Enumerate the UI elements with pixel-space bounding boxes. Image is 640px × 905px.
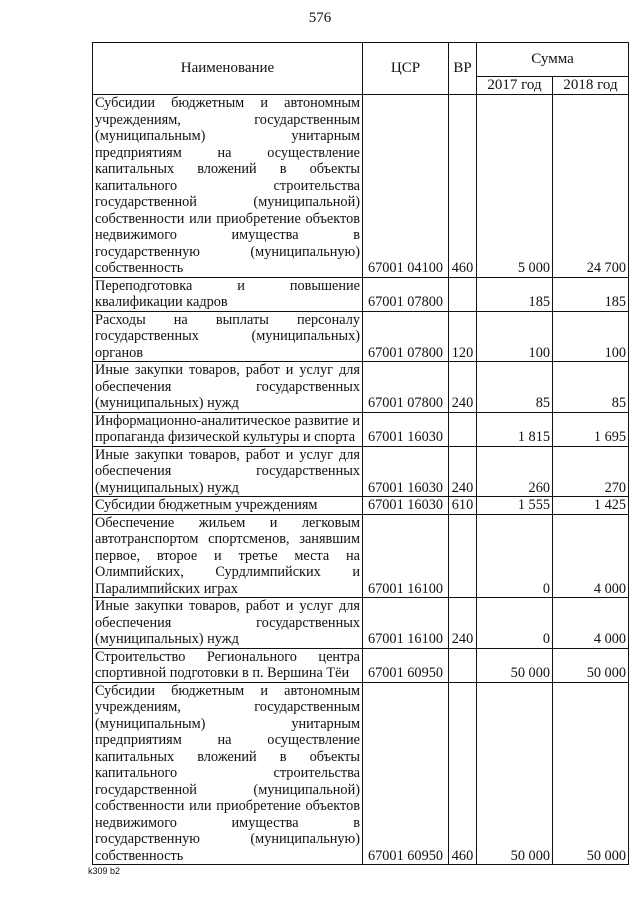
row-amount-2018-cell: 50 000 [553,648,629,682]
row-amount-2018-cell: 1 425 [553,497,629,515]
table-row [93,446,629,497]
budget-table [92,42,629,865]
header-year-2018: 2018 год [553,77,629,95]
row-vr-cell: 120 [449,311,477,362]
row-name-cell: Информационно-аналитическое развитие и пропаганда физической культуры и спорта [93,412,363,446]
row-vr-cell [449,277,477,311]
row-vr-cell: 240 [449,446,477,497]
row-amount-2017-cell: 1 815 [477,412,553,446]
row-csr-cell: 67001 07800 [363,277,449,311]
table-row [93,412,629,446]
row-amount-2017-cell: 0 [477,598,553,649]
row-amount-2017-cell: 85 [477,362,553,413]
table-row [93,95,629,278]
row-amount-2018-cell: 85 [553,362,629,413]
row-name-cell: Субсидии бюджетным учреждениям [93,497,363,515]
row-name-cell: Строительство Регионального центра спортивной подготовки в п. Вершина Тёи [93,648,363,682]
row-amount-2018-cell: 100 [553,311,629,362]
row-csr-cell: 67001 60950 [363,648,449,682]
table-row [93,497,629,515]
table-row [93,648,629,682]
row-name-cell: Переподготовка и повышение квалификации кадров [93,277,363,311]
row-amount-2017-cell: 5 000 [477,95,553,278]
row-csr-cell: 67001 16100 [363,514,449,598]
table-row [93,682,629,865]
row-amount-2017-cell: 50 000 [477,682,553,865]
row-amount-2018-cell: 4 000 [553,598,629,649]
row-amount-2017-cell: 50 000 [477,648,553,682]
row-name-cell: Субсидии бюджетным и автономным учреждениям, государственным (муниципальным) унитарным предприятиям на осуществление капитальных вложений в объекты капитального строительства государственной (муниципальной) собственности или приобретение объектов недвижимого имущества в государственную (муниципальную) собственность [93,682,363,865]
header-name: Наименование [93,43,363,95]
header-year-2017: 2017 год [477,77,553,95]
row-csr-cell: 67001 16030 [363,412,449,446]
row-vr-cell [449,514,477,598]
row-amount-2018-cell: 24 700 [553,95,629,278]
row-amount-2018-cell: 4 000 [553,514,629,598]
row-vr-cell [449,648,477,682]
footer-code: k309 b2 [88,866,121,876]
row-amount-2018-cell: 185 [553,277,629,311]
row-amount-2018-cell: 270 [553,446,629,497]
row-amount-2017-cell: 185 [477,277,553,311]
row-vr-cell [449,412,477,446]
table-row [93,598,629,649]
table-body [93,95,629,865]
row-csr-cell: 67001 16100 [363,598,449,649]
row-amount-2018-cell: 1 695 [553,412,629,446]
header-sum: Сумма [477,43,629,77]
table-row [93,311,629,362]
row-vr-cell: 610 [449,497,477,515]
row-csr-cell: 67001 07800 [363,311,449,362]
row-amount-2017-cell: 1 555 [477,497,553,515]
row-amount-2017-cell: 100 [477,311,553,362]
page-number: 576 [308,10,332,26]
header-csr: ЦСР [363,43,449,95]
row-name-cell: Иные закупки товаров, работ и услуг для обеспечения государственных (муниципальных) нужд [93,446,363,497]
row-vr-cell: 460 [449,95,477,278]
header-vr: ВР [449,43,477,95]
row-name-cell: Обеспечение жильем и легковым автотранспортом спортсменов, занявшим первое, второе и третье места на Олимпийских, Сурдлимпийских и Паралимпийских играх [93,514,363,598]
table-row [93,362,629,413]
row-name-cell: Иные закупки товаров, работ и услуг для обеспечения государственных (муниципальных) нужд [93,598,363,649]
row-csr-cell: 67001 60950 [363,682,449,865]
table-row [93,514,629,598]
row-vr-cell: 240 [449,598,477,649]
row-name-cell: Иные закупки товаров, работ и услуг для обеспечения государственных (муниципальных) нужд [93,362,363,413]
row-vr-cell: 240 [449,362,477,413]
row-name-cell: Субсидии бюджетным и автономным учреждениям, государственным (муниципальным) унитарным предприятиям на осуществление капитальных вложений в объекты капитального строительства государственной (муниципальной) собственности или приобретение объектов недвижимого имущества в государственную (муниципальную) собственность [93,95,363,278]
row-amount-2017-cell: 0 [477,514,553,598]
row-vr-cell: 460 [449,682,477,865]
row-name-cell: Расходы на выплаты персоналу государственных (муниципальных) органов [93,311,363,362]
row-csr-cell: 67001 04100 [363,95,449,278]
row-amount-2018-cell: 50 000 [553,682,629,865]
row-csr-cell: 67001 16030 [363,497,449,515]
row-csr-cell: 67001 16030 [363,446,449,497]
row-amount-2017-cell: 260 [477,446,553,497]
table-row [93,277,629,311]
row-csr-cell: 67001 07800 [363,362,449,413]
